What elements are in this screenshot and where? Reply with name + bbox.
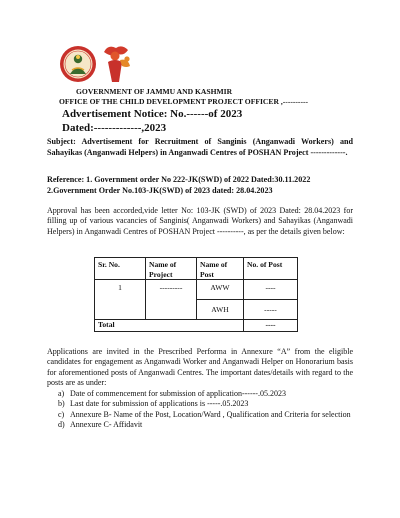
table-total-row xyxy=(95,320,298,332)
header-count: No. of Post xyxy=(244,258,298,280)
list-item xyxy=(58,389,358,399)
list-item xyxy=(58,410,358,420)
cell-sr-no: 1 xyxy=(95,280,146,320)
list-item xyxy=(58,420,358,430)
list-item-label: c) xyxy=(58,409,65,419)
applications-paragraph: Applications are invited in the Prescribed Performa in Annexure “A” from the eligible candidates for engagement as Anganwadi Worker and Anganwadi Helper on Honorarium basis for aforementioned posts of Anganwadi Centres. The important dates/details with regard to the posts are as under: xyxy=(47,347,353,388)
table-row xyxy=(95,280,298,300)
advertisement-date: Dated:-------------,2023 xyxy=(62,122,167,134)
icds-emblem-icon xyxy=(58,44,98,84)
list-item xyxy=(58,399,358,409)
references xyxy=(47,175,367,196)
list-item-text: Annexure B- Name of the Post, Location/Ward , Qualification and Criteria for selection xyxy=(70,409,351,419)
office-heading: OFFICE OF THE CHILD DEVELOPMENT PROJECT OFFICER ,---------- xyxy=(59,97,309,106)
cell-post-awh: AWH xyxy=(197,300,244,320)
vacancy-table xyxy=(94,257,298,332)
total-value: ---- xyxy=(244,320,298,332)
government-heading: GOVERNMENT OF JAMMU AND KASHMIR xyxy=(76,87,233,96)
important-dates-list xyxy=(58,389,358,431)
header-sr-no: Sr. No. xyxy=(95,258,146,280)
list-item-label: a) xyxy=(58,389,65,398)
header-post: Name of Post xyxy=(197,258,244,280)
header-project: Name of Project xyxy=(146,258,197,280)
cell-count-awh: ----- xyxy=(244,300,298,320)
list-item-label: b) xyxy=(58,399,65,409)
list-item-label: d) xyxy=(58,420,65,430)
reference-2: 2.Government Order No.103-JK(SWD) of 2023 dated: 28.04.2023 xyxy=(47,185,273,195)
mother-child-logo-icon xyxy=(98,42,134,86)
cell-project: --------- xyxy=(146,280,197,320)
cell-count-aww: ---- xyxy=(244,280,298,300)
approval-paragraph: Approval has been accorded,vide letter No: 103-JK (SWD) of 2023 Dated: 28.04.2023 for filling up of various vacancies of Sanginis( Anganwadi Workers) and Sahayikas (Anganwadi Helpers) in Anganwadi Centres of POSHAN Project ----------, as per the details given below: xyxy=(47,206,353,236)
advertisement-number: Advertisement Notice: No.------of 2023 xyxy=(62,108,243,120)
list-item-text: Date of commencement for submission of application------.05.2023 xyxy=(70,389,286,398)
subject-paragraph: Subject: Advertisement for Recruitment of Sanginis (Anganwadi Workers) and Sahayikas (Anganwadi Helpers) in Anganwadi Centres of POSHAN Project -------------. xyxy=(47,137,353,157)
list-item-text: Last date for submission of applications is -----.05.2023 xyxy=(70,399,249,409)
cell-post-aww: AWW xyxy=(197,280,244,300)
reference-1: Reference: 1. Government order No 222-JK(SWD) of 2022 Dated:30.11.2022 xyxy=(47,175,311,184)
list-item-text: Annexure C- Affidavit xyxy=(70,420,143,430)
total-label: Total xyxy=(95,320,244,332)
table-header-row xyxy=(95,258,298,280)
